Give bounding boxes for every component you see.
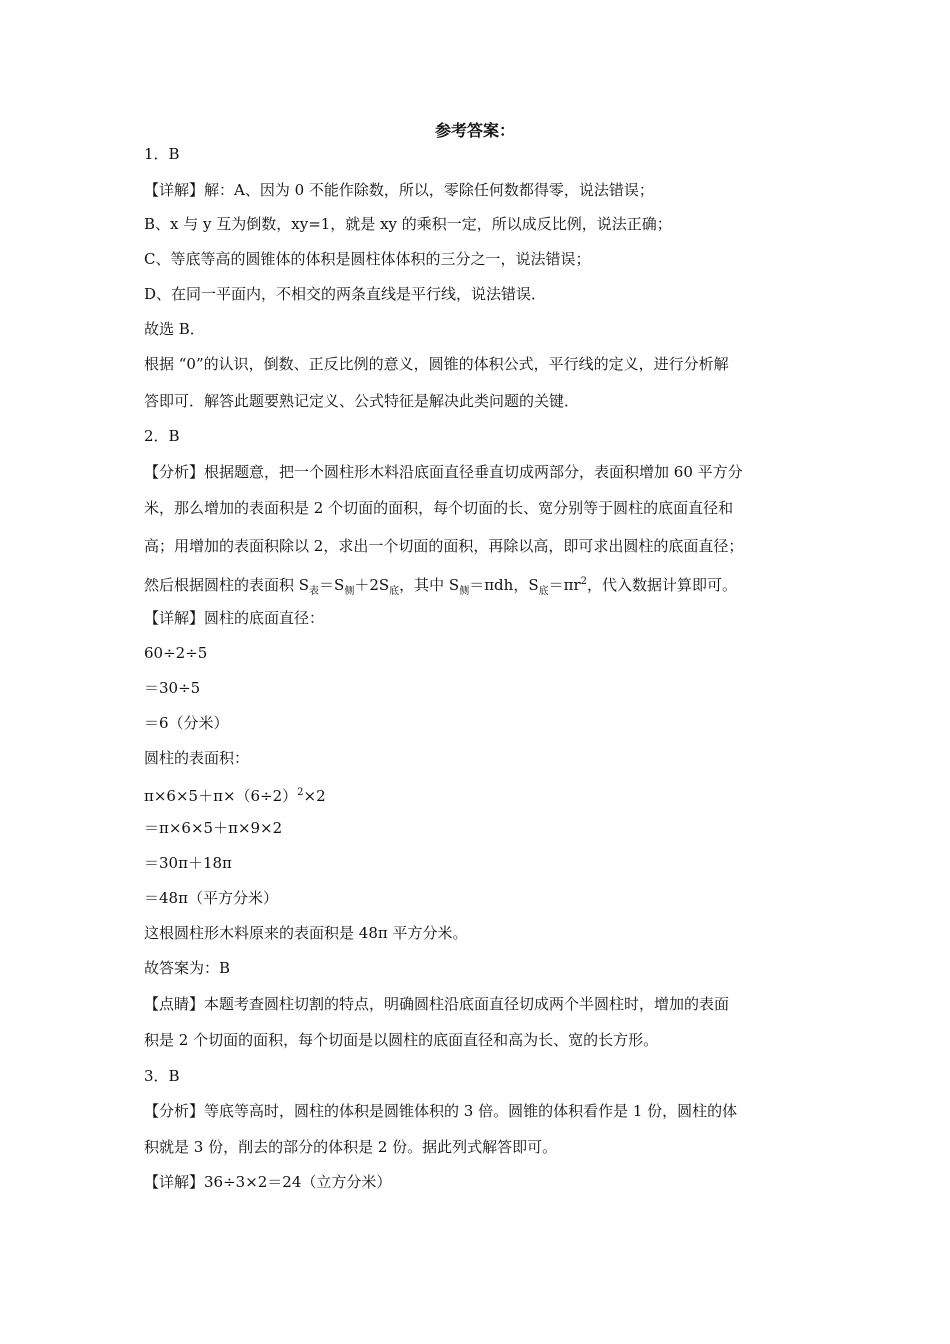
q1-explanation-1: 根据 “0”的认识，倒数、正反比例的意义，圆锥的体积公式，平行线的定义，进行分析解 — [144, 355, 729, 373]
q1-explanation-2: 答即可．解答此题要熟记定义、公式特征是解决此类问题的关键． — [144, 392, 580, 410]
q2-step-1: 60÷2÷5 — [144, 644, 208, 662]
q1-detail-a: 【详解】解：A、因为 0 不能作除数，所以，零除任何数都得零，说法错误； — [144, 181, 654, 199]
q3-number: 3．B — [144, 1067, 180, 1085]
q1-detail-d: D、在同一平面内，不相交的两条直线是平行线，说法错误． — [144, 285, 547, 303]
q2-comment-2: 积是 2 个切面的面积，每个切面是以圆柱的底面直径和高为长、宽的长方形。 — [144, 1031, 659, 1049]
q2-step-4: $\pi\times 6\times 5+\pi\times(6\div 2)^2\times 2$ — [144, 787, 326, 805]
q1-number: 1．B — [144, 145, 180, 163]
q1-detail-c: C、等底等高的圆锥体的体积是圆柱体体积的三分之一，说法错误； — [144, 250, 591, 268]
q2-analysis-4: 然后根据圆柱的表面积 $S_表=S_侧+2S_底$，其中 $S_侧=\pi dh$，$S_底=\pi r^2$，代入数据计算即可。 — [144, 576, 738, 597]
q2-conclusion: 这根圆柱形木料原来的表面积是 48π 平方分米。 — [144, 924, 468, 942]
q2-answer: 故答案为：B — [144, 959, 231, 977]
q2-comment-1: 【点睛】本题考查圆柱切割的特点，明确圆柱沿底面直径切成两个半圆柱时，增加的表面 — [144, 995, 730, 1013]
q2-step-2: ＝30÷5 — [144, 679, 201, 697]
q3-analysis-1: 【分析】等底等高时，圆柱的体积是圆锥体积的 3 倍。圆锥的体积看作是 1 份，圆柱的体 — [144, 1102, 738, 1120]
q1-detail-b: B、x 与 y 互为倒数，xy=1，就是 xy 的乘积一定，所以成反比例，说法正确； — [144, 215, 672, 233]
q2-analysis-2: 米，那么增加的表面积是 2 个切面的面积，每个切面的长、宽分别等于圆柱的底面直径和 — [144, 499, 734, 517]
q2-number: 2．B — [144, 427, 180, 445]
q2-surface-heading: 圆柱的表面积： — [144, 749, 250, 767]
q2-analysis-3: 高；用增加的表面积除以 2，求出一个切面的面积，再除以高，即可求出圆柱的底面直径； — [144, 537, 744, 555]
q2-step-5: ＝π×6×5＋π×9×2 — [144, 819, 283, 837]
page-title: 参考答案： — [434, 121, 515, 140]
q1-choice: 故选 B． — [144, 320, 205, 338]
q3-detail: 【详解】36÷3×2＝24（立方分米） — [144, 1173, 392, 1191]
q3-analysis-2: 积就是 3 份，削去的部分的体积是 2 份。据此列式解答即可。 — [144, 1138, 558, 1156]
q2-step-3: ＝6（分米） — [144, 714, 229, 732]
q2-step-7: ＝48π（平方分米） — [144, 889, 278, 907]
q2-analysis-1: 【分析】根据题意，把一个圆柱形木料沿底面直径垂直切成两部分，表面积增加 60 平方分 — [144, 463, 743, 481]
q2-step-6: ＝30π＋18π — [144, 854, 232, 872]
q2-detail-heading: 【详解】圆柱的底面直径： — [144, 609, 325, 627]
